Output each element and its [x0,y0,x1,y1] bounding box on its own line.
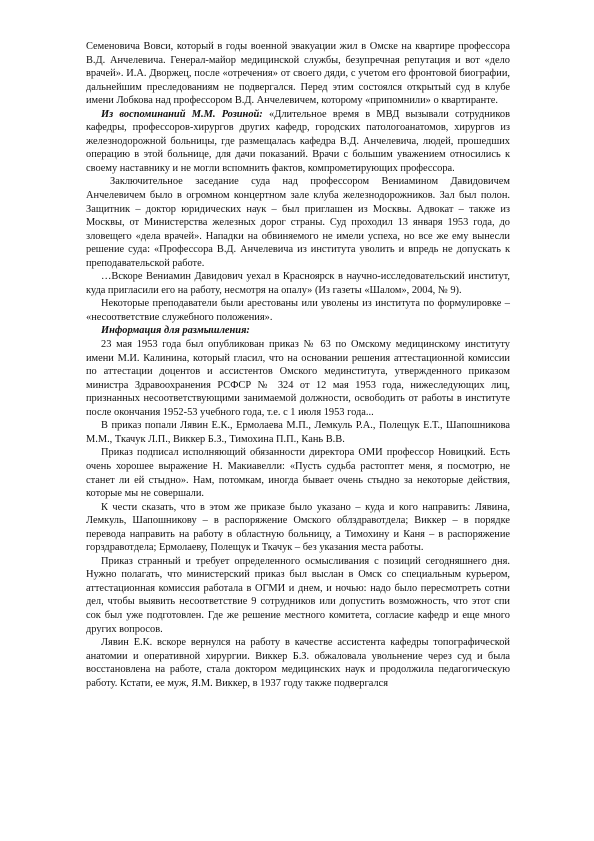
section-heading: Из воспоминаний М.М. Розиной: [101,108,263,120]
paragraph-text: Приказ странный и требует определенного осмысливания с позиций сегодняшнего дня. Нужно полагать, что министерский приказ был выслан в Омск со специальным курьером, аттестационная комиссия работала в ОГМИ и днем, и ночью: надо было пересмотреть сотни дел, чтобы выявить несоответствие 9 сотрудников или допустить возможность, что этот спи сок был уже подготовлен. Где же решение местного комитета, согласие кафедр и еще много других вопросов. [86,555,510,635]
paragraph [86,270,510,297]
paragraph [86,324,510,338]
paragraph [86,419,510,446]
paragraph [86,40,510,108]
paragraph [86,297,510,324]
paragraph-text: Лявин Е.К. вскоре вернулся на работу в качестве ассистента кафедры топографической анатомии и оперативной хирургии. Виккер Б.З. обжаловала увольнение через суд и была восстановлена на работе, стала доктором медицинских наук и продолжила педагогическую работу. Кстати, ее муж, Я.М. Виккер, в 1937 году также подвергался [86,637,510,689]
body-text [86,40,510,690]
paragraph-text: Некоторые преподаватели были арестованы или уволены из института по формулировке – «несоответствие служебного положения». [86,298,510,323]
paragraph-text: Семеновича Вовси, который в годы военной эвакуации жил в Омске на квартире профессора В.Д. Анчелевича. Генерал-майор медицинской службы, безупречная репутация и вот «дело врачей». И.А. Дворжец, после «отречения» от своего дяди, с учетом его фронтовой биографии, дальнейшим преследованиям не подвергался. Перед этим состоялся открытый суд в клубе имени Лобкова над профессором В.Д. Анчелевичем, которому «припомнили» о квартиранте. [86,41,510,107]
paragraph [86,108,510,176]
paragraph-text: …Вскоре Вениамин Давидович уехал в Красноярск в научно-исследовательский институт, куда пригласили его на работу, несмотря на опалу» (Из газеты «Шалом», 2004, № 9). [86,271,510,296]
paragraph-text: Заключительное заседание суда над профессором Вениамином Давидовичем Анчелевичем было в огромном концертном зале клуба железнодорожников. Зал был полон. Защитник – доктор юридических наук – был приглашен из Москвы. Адвокат – также из Москвы, от Министерства железных дорог страны. Суд проходил 13 января 1953 года, до зловещего «дела врачей». Нападки на обвиняемого не имели успеха, но все же ему вынесли решение суда: «Профессора В.Д. Анчелевича из института уволить и впредь не допускать к преподавательской работе. [86,176,510,269]
section-heading: Информация для размышления: [101,325,250,337]
paragraph [86,555,510,636]
paragraph [86,501,510,555]
paragraph-text: «Длительное время в МВД вызывали сотрудников кафедры, профессоров-хирургов других кафедр, городских патологоанатомов, хирургов из железнодорожной больницы, где размещалась кафедра В.Д. Анчелевича, людей, прошедших операцию в этой больнице, для дачи показаний. Врачи с большим уважением относились к своему наставнику и не могли вспомнить фактов, компрометирующих профессора. [86,108,510,174]
paragraph [86,636,510,690]
paragraph-text: 23 мая 1953 года был опубликован приказ № 63 по Омскому медицинскому институту имени М.И. Калинина, который гласил, что на основании решения аттестационной комиссии по аттестации доцентов и ассистентов Омского мединститута, утвержденного приказом министра Здравоохранения РСФСР № 324 от 12 мая 1953 года, нижеследующих лиц, признанных несоответствующими занимаемой должности, освободить от работы в институте после окончания 1952-53 учебного года, т.е. с 1 июля 1953 года... [86,339,510,418]
paragraph [86,446,510,500]
paragraph [86,338,510,419]
paragraph-text: К чести сказать, что в этом же приказе было указано – куда и кого направить: Лявина, Лемкуль, Шапошникову – в распоряжение Омского облздравотдела; Виккер – в порядке перевода направить на работу в областную больницу, а Тимохину и Каня – в распоряжение горздравотдела; Ермолаеву, Полещук и Ткачук – без указания места работы. [86,501,510,554]
paragraph [86,175,510,270]
paragraph-text: В приказ попали Лявин Е.К., Ермолаева М.П., Лемкуль Р.А., Полещук Е.Т., Шапошникова М.М., Ткачук Л.П., Виккер Б.З., Тимохина П.П., Кань В.В. [86,420,510,445]
paragraph-text: Приказ подписал исполняющий обязанности директора ОМИ профессор Новицкий. Есть очень хорошее выражение Н. Макиавелли: «Пусть судьба растоптет меня, я посмотрю, не станет ли ей стыдно». Нам, потомкам, иногда бывает очень стыдно за некоторые действия, которые мы не совершали. [86,447,510,500]
